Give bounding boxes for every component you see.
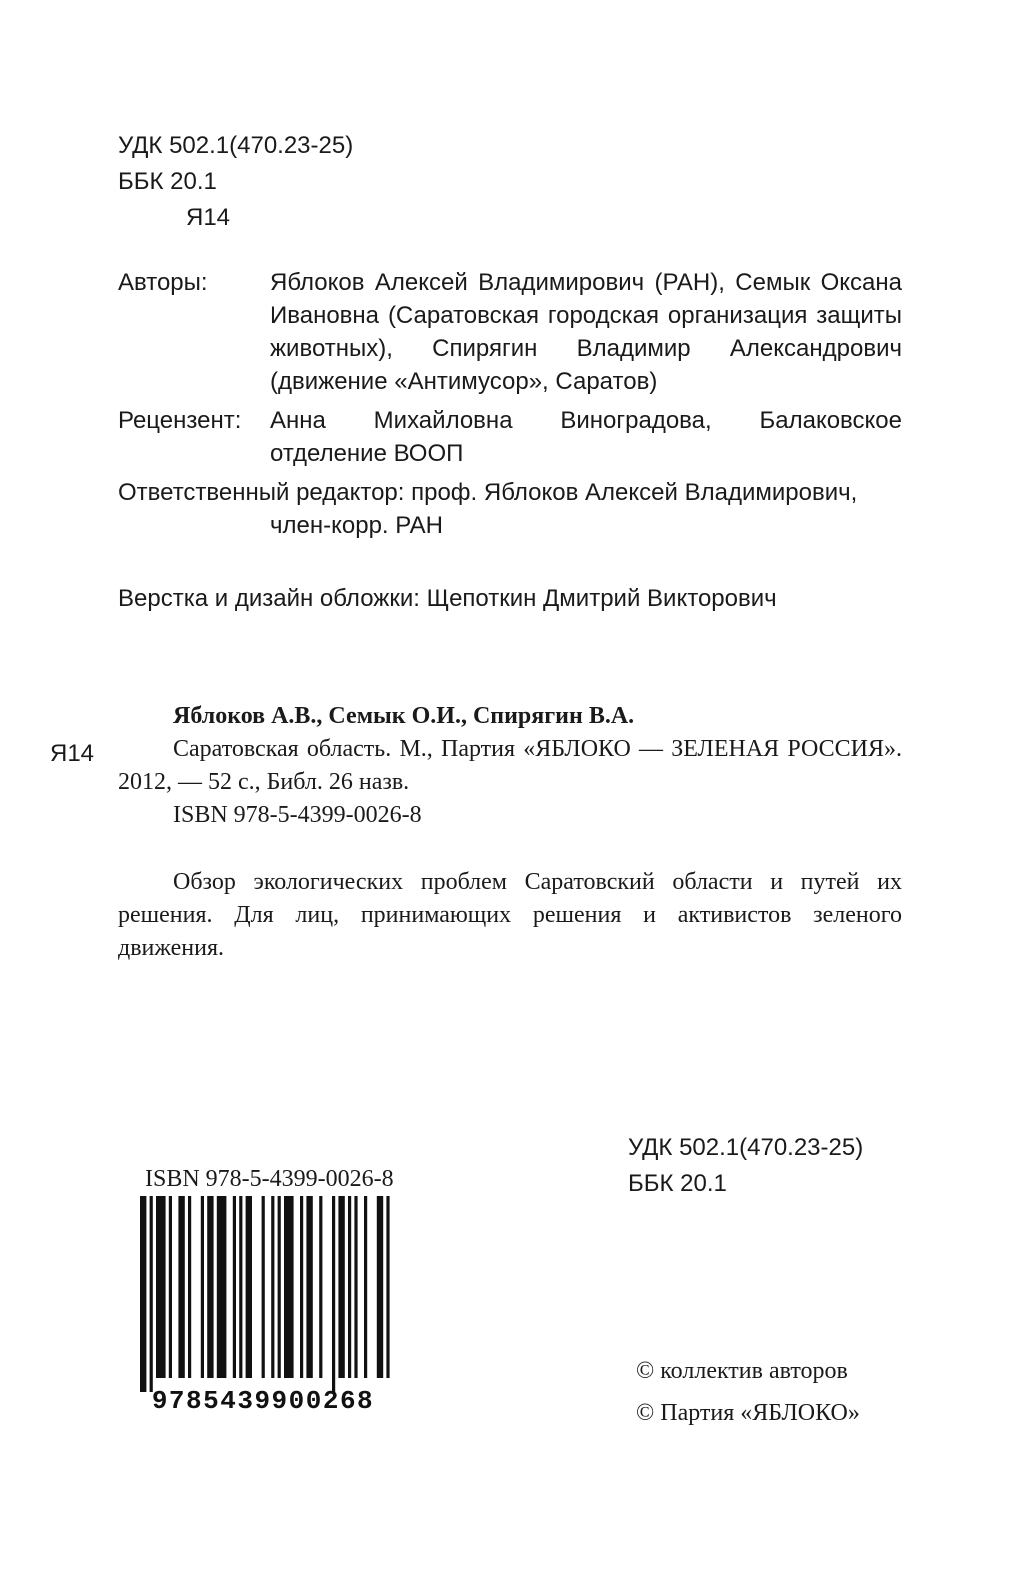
barcode-bar [377,1196,383,1378]
barcode-bar [233,1196,236,1378]
barcode-bar [271,1196,274,1378]
barcode-bar [169,1196,172,1378]
reviewer-value: Анна Михайловна Виноградова, Балаковское отделение ВООП [270,407,902,467]
classification-codes [118,128,353,236]
barcode-bar [201,1196,204,1378]
barcode-bar [284,1196,294,1378]
barcode-bar [207,1196,213,1378]
back-udk-code: УДК 502.1(470.23-25) [628,1134,864,1161]
udk-code: УДК 502.1(470.23-25) [118,132,354,159]
authors-value: Яблоков Алексей Владимирович (РАН), Семык Оксана Ивановна (Саратовская городская организация защиты животных), Спирягин Владимир Александрович (движение «Антимусор», Саратов) [270,269,902,395]
barcode-bar [188,1196,191,1378]
layout-design-credit: Верстка и дизайн обложки: Щепоткин Дмитрий Викторович [118,585,777,612]
barcode-bar [364,1196,367,1378]
barcode-bar [332,1196,335,1392]
barcode-bar [348,1196,351,1378]
copyright-block [636,1350,860,1434]
barcode-bar [150,1196,153,1392]
barcode-bar [239,1196,242,1378]
back-bbk-code: ББК 20.1 [628,1170,727,1197]
bbk-code: ББК 20.1 [118,168,217,195]
barcode-bar [140,1196,146,1392]
barcode-bar [354,1196,357,1378]
back-classification-codes [628,1130,863,1202]
abstract-paragraph: Обзор экологических проблем Саратовский области и путей их решения. Для лиц, принимающих решения и активистов зеленого движения. [118,869,902,961]
bib-side-code: Я14 [50,740,95,767]
author-sign: Я14 [186,204,231,231]
barcode-bar [217,1196,227,1378]
isbn-barcode [128,1196,398,1412]
editor-line-1: Ответственный редактор: проф. Яблоков Алексей Владимирович, [118,479,858,506]
editor-row [118,476,902,542]
bib-isbn: ISBN 978-5-4399-0026-8 [173,802,422,828]
bib-description: Саратовская область. М., Партия «ЯБЛОКО — ЗЕЛЕНАЯ РОССИЯ». 2012, — 52 с., Библ. 26 назв. [118,736,902,795]
barcode-bar [278,1196,281,1378]
barcode-isbn-label: ISBN 978-5-4399-0026-8 [145,1166,394,1192]
authors-label: Авторы: [118,269,208,296]
barcode-bar [338,1196,344,1378]
bibliographic-record [118,700,902,832]
barcode-bar [306,1196,312,1378]
barcode-bar [156,1196,166,1378]
barcode-bar [300,1196,303,1378]
barcode-digits: 9785439900268 [151,1386,375,1412]
copyright-authors: © коллектив авторов [636,1358,848,1384]
barcode-bar [246,1196,252,1378]
reviewer-row [118,404,902,470]
authors-row [118,266,902,398]
copyright-party: © Партия «ЯБЛОКО» [636,1400,860,1426]
barcode-bar [386,1196,389,1378]
barcode-bar [319,1196,322,1378]
editor-line-2: член-корр. РАН [270,512,443,539]
reviewer-label: Рецензент: [118,407,242,434]
bib-authors: Яблоков А.В., Семык О.И., Спирягин В.А. [173,703,635,729]
barcode-bar [262,1196,265,1378]
credits-block [118,266,902,615]
barcode-bar [178,1196,184,1378]
